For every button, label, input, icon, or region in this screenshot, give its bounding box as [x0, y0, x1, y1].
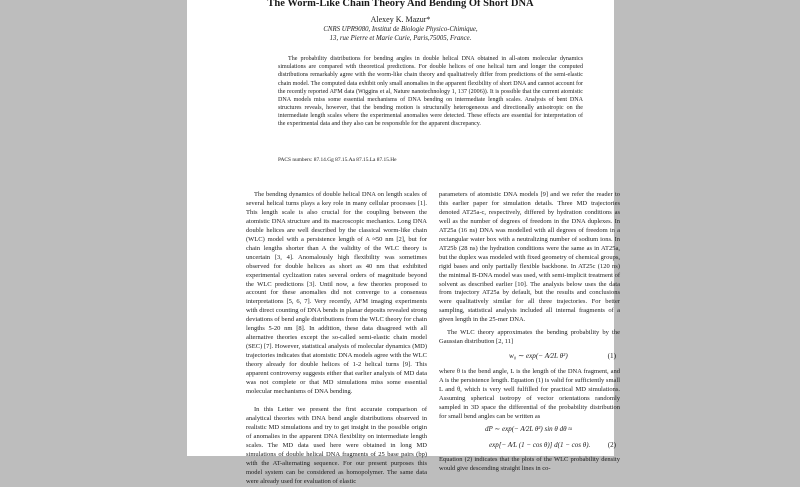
equation-2-line-1: dP ∼ exp(− A⁄2L θ²) sin θ dθ ≈ [485, 424, 573, 433]
pacs-numbers: PACS numbers: 87.14.Gg 87.15.Aa 87.15.La 87.15.He [278, 157, 397, 163]
left-column [246, 191, 427, 487]
left-paragraph-1: The bending dynamics of double helical DNA on length scales of several helical turns plays a key role in many cellular processes [1]. This length scale is also crucial for the coupling between the atomistic DNA structure and its macroscopic mechanics. Long DNA double helices are well described by the classical worm-like chain (WLC) model with a persistence length of A ≈50 nm [2], but for chain lengths shorter than A the validity of the WLC theory is uncertain [3, 4]. Anomalously high flexibility was sometimes observed for double helices as short as 40 nm that exhibited experimental cyclization rates several orders of magnitude beyond the WLC predictions [3]. Until now, a few theories proposed to account for these anomalies did not converge to a consensus interpretations [5, 6, 7]. Very recently, AFM imaging experiments with direct counting of DNA bends in planar deposits revealed strong deviations of bend angle distributions from the WLC theory for chain lengths 5-20 nm [8]. In addition, these data disagreed with all alternative theories except the so-called semi-elastic chain model (SEC) [7]. However, statistical analysis of molecular dynamics (MD) trajectories indicates that atomistic DNA models agree with the WLC theory already for double helices of 1-2 helical turns [9]. This apparent controversy suggests either that earlier analysis of MD data was not complete or that MD simulations miss some essential molecular mechanisms of DNA bending. [246, 191, 427, 395]
equation-1 [439, 347, 620, 368]
right-paragraph-2: The WLC theory approximates the bending probability by the Gaussian distribution [2, 11] [439, 329, 620, 346]
right-paragraph-3: where θ is the bend angle, L is the length of the DNA fragment, and A is the persistence length. Equation (1) is valid for sufficiently small L and θ, which is very well fulfilled for practical MD simulations. Assuming spherical isotropy of vector orientations randomly sampled in 3D space the differential of the probability distribution for small bend angles can be written as [439, 368, 620, 420]
author-name: Alexey K. Mazur* [370, 15, 431, 24]
equation-1-expression: w₀ ∼ exp(− A⁄2L θ²) [509, 352, 568, 361]
author-affiliation [187, 25, 614, 44]
affiliation-line-2: 13, rue Pierre et Marie Curie, Paris,75005, France. [329, 35, 472, 43]
equation-2 [439, 422, 620, 456]
right-paragraph-4: Equation (2) indicates that the plots of the WLC probability density would give descending straight lines in co- [439, 455, 620, 472]
equation-1-number: (1) [607, 352, 616, 361]
equation-2-line-2: exp[− A⁄L (1 − cos θ)] d(1 − cos θ). [489, 440, 591, 449]
right-paragraph-1: parameters of atomistic DNA models [9] and we refer the reader to this earlier paper for simulation details. Three MD trajectories denoted AT25a-c, respectively, differed by hydration conditions as well as the number of degrees of freedom in the DNA duplexes. In AT25a (16 ns) DNA was modelled with all degrees of freedom in a rectangular water box with a neutralizing number of sodium ions. In AT25b (28 ns) the hydration conditions were the same as in AT25a, but the duplex was modeled with fixed geometry of chemical groups, rigid bases and only partially flexible backbone. In AT25c (120 ns) the minimal B-DNA model was used, with semi-implicit treatment of solvent as described earlier [10]. The analysis below uses the data from trajectory AT25a by default, but the results and conclusions were qualitatively similar for all three trajectories. For better sampling, statistical analysis included all internal fragments of a given length in the 25-mer DNA. [439, 191, 620, 324]
left-paragraph-2: In this Letter we present the first accurate comparison of analytical theories with DNA bend angle distributions observed in realistic MD simulations and try to get insight in the possible origin of anomalies in the apparent DNA flexibility on intermediate length scales. The MD data used here were obtained in long MD simulations of double helical DNA fragments of 25 base pairs (bp) with the AT-alternating sequence. For our present purposes this model system can be considered as homopolymer. The same data were already used for evaluation of elastic [246, 405, 427, 485]
equation-2-number: (2) [607, 440, 616, 449]
affiliation-line-1: CNRS UPR9080, Institut de Biologie Physico-Chimique, [323, 26, 478, 33]
abstract: The probability distributions for bending angles in double helical DNA obtained in all-atom molecular dynamics simulations are compared with theoretical predictions. For double helices of one helical turn and longer the computed distributions remarkably agree with the worm-like chain theory and qualitatively differ from predictions of the semi-elastic chain model. The computed data exhibit only small anomalies in the apparent flexibility of short DNA and cannot account for the recently reported AFM data (Wiggins et al, Nature nanotechnology 1, 137 (2006)). It is possible that the current atomistic DNA models miss some essential mechanisms of DNA bending on intermediate length scales. Analysis of bent DNA structures reveals, however, that the bending motion is structurally heterogeneous and directionally anisotropic on the intermediate length scales where the experimental anomalies were detected. These effects are essential for interpretation of the experimental data and they also can be responsible for the apparent discrepancy. [278, 56, 583, 128]
right-column [439, 191, 620, 474]
paper-page [187, 0, 620, 485]
paper-title: The Worm-Like Chain Theory And Bending Of Short DNA [267, 0, 534, 9]
